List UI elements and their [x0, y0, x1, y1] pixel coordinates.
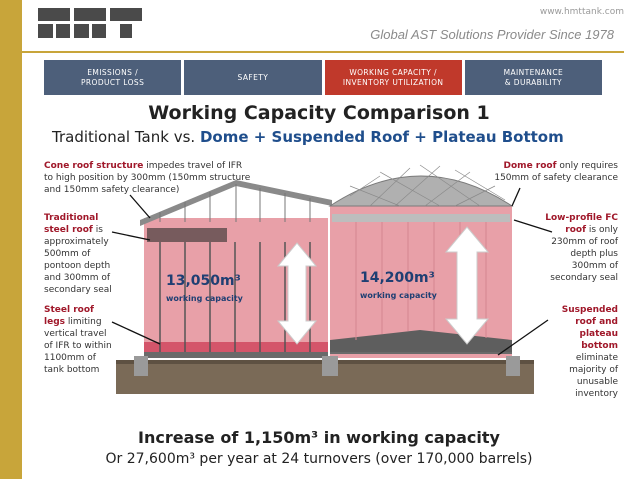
suspended-roof	[332, 214, 510, 222]
note-suspended-roof: Suspended roof and plateau bottom eliminate majority of unusable inventory	[561, 305, 618, 399]
footer-headline: Increase of 1,150m³ in working capacity	[138, 428, 500, 447]
right-tank-bottom	[330, 352, 512, 354]
left-foundation-left	[134, 356, 148, 376]
tab-working-capacity[interactable]: WORKING CAPACITY / INVENTORY UTILIZATION	[325, 60, 462, 95]
right-capacity-value: 14,200m³	[360, 270, 435, 286]
page-title: Working Capacity Comparison 1	[148, 102, 490, 124]
left-capacity-label: working capacity	[166, 294, 243, 303]
right-capacity-label: working capacity	[360, 291, 437, 300]
note-traditional-roof: Traditional steel roof is approximately 500mm of pontoon depth and 300mm of secondary seal	[44, 213, 112, 295]
tab-maintenance[interactable]: MAINTENANCE & DURABILITY	[465, 60, 602, 95]
page-subtitle: Traditional Tank vs. Dome + Suspended Roof + Plateau Bottom	[52, 128, 564, 146]
footer-subline: Or 27,600m³ per year at 24 turnovers (over 170,000 barrels)	[105, 451, 533, 467]
note-cone-roof: Cone roof structure impedes travel of IFR to high position by 300mm (150mm structure and 150mm safety clearance)	[44, 161, 251, 195]
right-foundation-left	[324, 356, 338, 376]
left-tank-pontoon	[147, 228, 227, 242]
tab-emissions[interactable]: EMISSIONS / PRODUCT LOSS	[44, 60, 181, 95]
right-foundation-right	[506, 356, 520, 376]
tagline: Global AST Solutions Provider Since 1978	[370, 27, 614, 42]
left-tank-floor	[144, 352, 328, 358]
note-low-profile-roof: Low-profile FC roof is only 230mm of roof depth plus 300mm of secondary seal	[545, 213, 618, 283]
note-dome-roof: Dome roof only requires 150mm of safety clearance	[494, 161, 618, 183]
left-capacity-value: 13,050m³	[166, 273, 241, 289]
website-url[interactable]: www.hmttank.com	[539, 7, 624, 17]
note-steel-legs: Steel roof legs limiting vertical travel of IFR to within 1100mm of tank bottom	[44, 305, 112, 375]
tab-safety[interactable]: SAFETY	[184, 60, 321, 95]
